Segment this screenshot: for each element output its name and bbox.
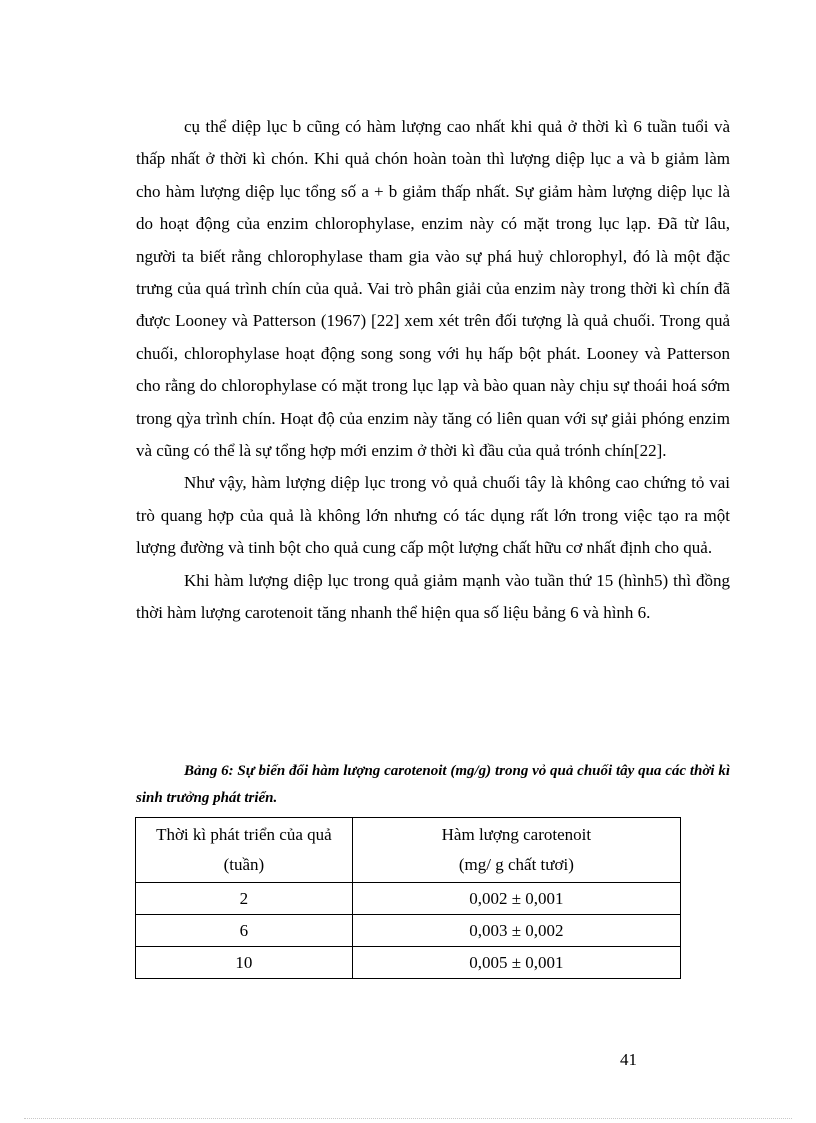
page-number: 41 bbox=[620, 1050, 637, 1069]
cell-week: 10 bbox=[136, 947, 353, 979]
header-period-line1: Thời kì phát triển của quả bbox=[156, 825, 332, 844]
cell-value: 0,003 ± 0,002 bbox=[352, 915, 680, 947]
header-period-line2: (tuần) bbox=[223, 855, 265, 874]
carotenoid-table bbox=[135, 817, 681, 979]
cell-value: 0,002 ± 0,001 bbox=[352, 883, 680, 915]
cell-week: 6 bbox=[136, 915, 353, 947]
page-bottom-divider bbox=[24, 1118, 792, 1119]
paragraph-2: Như vậy, hàm lượng diệp lục trong vỏ quả chuối tây là không cao chứng tỏ vai trò quang hợp của quả là không lớn nhưng có tác dụng rất lớn trong việc tạo ra một lượng đường và tinh bột cho quả cung cấp một lượng chất hữu cơ nhất định cho quả. bbox=[136, 473, 730, 558]
table-caption: Bảng 6: Sự biến đổi hàm lượng carotenoit (mg/g) trong vỏ quả chuối tây qua các thời kì sinh trưởng phát triển. bbox=[136, 763, 730, 806]
header-content-line2: (mg/ g chất tươi) bbox=[458, 855, 574, 874]
paragraph-1: cụ thể diệp lục b cũng có hàm lượng cao nhất khi quả ở thời kì 6 tuần tuổi và thấp nhất ở thời kì chón. Khi quả chón hoàn toàn thì lượng diệp lục a và b giảm làm cho hàm lượng diệp lục tổng số a + b giảm thấp nhất. Sự giảm hàm lượng diệp lục là do hoạt động của enzim chlorophylase, enzim này có mặt trong lục lạp. Đã từ lâu, người ta biết rằng chlorophylase tham gia vào sự phá huỷ chlorophyl, đó là một đặc trưng của quá trình chín của quả. Vai trò phân giải của enzim này trong thời kì chín đã được Looney và Patterson (1967) [22] xem xét trên đối tượng là quả chuối. Trong quả chuối, chlorophylase hoạt động song song với hụ hấp bột phát. Looney và Patterson cho rằng do chlorophylase có mặt trong lục lạp và bào quan này chịu sự thoái hoá sớm trong qỳa trình chín. Hoạt độ của enzim này tăng có liên quan với sự giải phóng enzim và cũng có thể là sự tổng hợp mới enzim ở thời kì đầu của quả trónh chín[22]. bbox=[136, 117, 730, 461]
table-row bbox=[136, 915, 681, 947]
header-cell-content bbox=[352, 818, 680, 883]
paragraph-3: Khi hàm lượng diệp lục trong quả giảm mạnh vào tuần thứ 15 (hình5) thì đồng thời hàm lượng carotenoit tăng nhanh thể hiện qua số liệu bảng 6 và hình 6. bbox=[136, 570, 730, 623]
cell-value: 0,005 ± 0,001 bbox=[352, 947, 680, 979]
table-row bbox=[136, 947, 681, 979]
table-header-row bbox=[136, 818, 681, 883]
cell-week: 2 bbox=[136, 883, 353, 915]
table-row bbox=[136, 883, 681, 915]
body-text bbox=[136, 111, 730, 630]
header-content-line1: Hàm lượng carotenoit bbox=[441, 825, 592, 844]
header-cell-period bbox=[136, 818, 353, 883]
